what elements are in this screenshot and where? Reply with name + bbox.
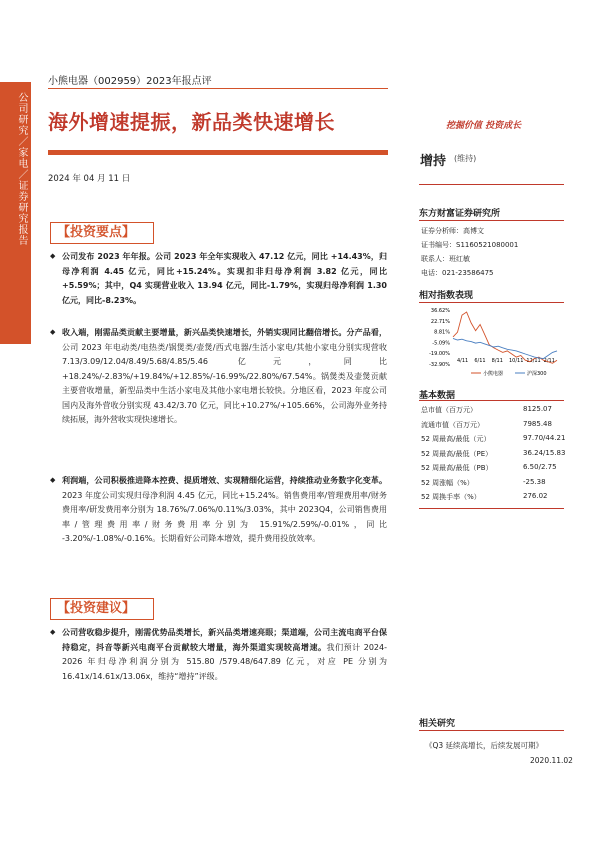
- related-title: 相关研究: [419, 719, 456, 729]
- x-tick-label: 8/11: [491, 358, 503, 364]
- rating-divider: [419, 184, 564, 185]
- paragraph-body: 2023 年度公司实现归母净利润 4.45 亿元，同比+15.24%。销售费用率/管理费用率/财务费用率/研发费用率分别为 18.76%/7.06%/0.11%/3.03%，其中 2023Q4，公司销售费用率/管理费用率/财务费用率分别为 15.91%/2.59%/-0.01%，同比 -3.20%/-1.08%/-0.16%。长期看好公司降本增效，提升费用投放效率。: [62, 490, 387, 543]
- bullet-icon: ◆: [50, 252, 56, 260]
- paragraph-lead: 利润端，公司积极推进降本控费、提质增效、实现精细化运营，持续推动业务数字化变革。: [62, 476, 387, 485]
- related-divider: [419, 730, 564, 731]
- analyst-row: 电话：021-23586475: [421, 269, 494, 277]
- basic-key: 52 周最高/最低（PB）: [421, 464, 493, 472]
- bullet-icon: ◆: [50, 476, 56, 484]
- x-tick-label: 12/11: [526, 358, 541, 364]
- analyst-row: 联系人：班红敏: [421, 255, 470, 263]
- side-label: 公司研究／家电／证券研究报告: [16, 92, 27, 246]
- slogan: 挖掘价值 投资成长: [446, 121, 522, 131]
- series-line: [453, 312, 557, 363]
- perf-title: 相对指数表现: [419, 291, 474, 301]
- x-tick-label: 4/11: [457, 358, 469, 364]
- section-paragraph: [62, 474, 387, 547]
- basic-value: 36.24/15.83: [523, 448, 566, 457]
- basic-value: 276.02: [523, 492, 548, 500]
- basic-value: 6.50/2.75: [523, 463, 557, 471]
- title-bar: [48, 150, 388, 155]
- basic-value: -25.38: [523, 477, 546, 486]
- bullet-icon: ◆: [50, 328, 56, 336]
- y-tick-label: 8.81%: [434, 329, 450, 336]
- rating: 增持: [420, 154, 447, 169]
- firm-divider: [419, 220, 564, 221]
- report-date: 2024 年 04 月 11 日: [48, 174, 131, 184]
- paragraph-lead: 公司营收稳步提升，刚需优势品类增长，新兴品类增速亮眼；渠道端，公司主流电商平台保持稳定，抖音等新兴电商平台贡献较大增量，海外渠道实现较高增速。: [62, 628, 387, 652]
- y-tick-label: 22.71%: [430, 318, 450, 325]
- paragraph-body: 我们预计 2024-2026 年归母净利润分别为 515.80 /579.48/647.89 亿元，对应 PE 分别为 16.41x/14.61x/13.06x，维持“增持”评级。: [62, 642, 388, 681]
- basic-key: 52 周最高/最低（PE）: [421, 449, 493, 458]
- basic-key: 总市值（百万元）: [421, 406, 477, 414]
- related-date: 2020.11.02: [530, 756, 573, 765]
- y-tick-label: -19.00%: [429, 351, 450, 358]
- paragraph-body: 公司 2023 年电动类/电热类/锅煲类/壶煲/西式电器/生活小家电/其他小家电分别实现营收 7.13/3.09/12.04/8.49/5.68/4.85/5.46 亿元，同比 +18.24%/-2.83%/+19.84%/+12.85%/-16.99%/22.80%/67.54%。锅煲类及壶煲贡献主要营收增量，新型品类中生活小家电及其他小家电增长较快。分地区看，2023 年度公司国内及海外营收分别实现 43.42/3.70 亿元，同比+10.27%/+105.66%，公司海外业务持续拓展，海外营收实现快速增长。: [62, 342, 387, 424]
- basic-title: 基本数据: [419, 391, 456, 401]
- legend-label: 小熊电器: [483, 371, 504, 377]
- perf-divider: [419, 302, 564, 303]
- firm-name: 东方财富证券研究所: [419, 209, 501, 219]
- analyst-row: 证券分析师：高博文: [421, 227, 484, 235]
- y-tick-label: -32.90%: [429, 362, 450, 368]
- basic-key: 流通市值（百万元）: [421, 420, 484, 429]
- relative-performance-chart: [419, 306, 564, 378]
- y-tick-label: -5.09%: [432, 340, 450, 347]
- basic-value: 7985.48: [523, 419, 552, 428]
- x-tick-label: 2/11: [543, 358, 555, 364]
- rating-note: (维持): [454, 154, 477, 163]
- basic-divider: [419, 400, 564, 401]
- report-title: 海外增速提振，新品类快速增长: [48, 110, 335, 134]
- basic-key: 52 周最高/最低（元）: [421, 435, 491, 443]
- related-report: 《Q3 延续高增长，后续发展可期》: [425, 741, 544, 750]
- y-tick-label: 36.62%: [430, 308, 450, 314]
- company-line: 小熊电器（002959）2023年报点评: [48, 76, 212, 87]
- analyst-row: 证书编号：S1160521080001: [421, 241, 519, 249]
- section-paragraph: [62, 626, 387, 684]
- section-paragraph: [62, 326, 387, 428]
- x-tick-label: 10/11: [509, 358, 524, 364]
- header-divider: [48, 88, 388, 89]
- basic-key: 52 周换手率（%）: [421, 493, 481, 501]
- section-investment-advice: 【投资建议】: [50, 598, 154, 620]
- basic-bottom: [419, 508, 564, 509]
- basic-value: 8125.07: [523, 405, 552, 413]
- basic-value: 97.70/44.21: [523, 434, 566, 442]
- section-investment-points: 【投资要点】: [50, 222, 154, 244]
- series-line: [453, 338, 557, 358]
- bullet-icon: ◆: [50, 628, 56, 636]
- paragraph-lead: 公司发布 2023 年年报。公司 2023 年全年实现收入 47.12 亿元，同比 +14.43%，归母净利润 4.45 亿元，同比+15.24%。实现扣非归母净利润 3.82 亿元，同比+5.59%；其中，Q4 实现营业收入 13.94 亿元，同比-1.79%，实现归母净利润 1.30 亿元，同比-8.23%。: [62, 252, 387, 305]
- legend-label: 沪深300: [527, 371, 547, 377]
- paragraph-lead: 收入端，刚需品类贡献主要增量，新兴品类快速增长，外销实现同比翻倍增长。分产品看，: [62, 328, 387, 337]
- section-paragraph: [62, 250, 387, 308]
- x-tick-label: 6/11: [474, 358, 486, 364]
- basic-key: 52 周涨幅（%）: [421, 478, 474, 487]
